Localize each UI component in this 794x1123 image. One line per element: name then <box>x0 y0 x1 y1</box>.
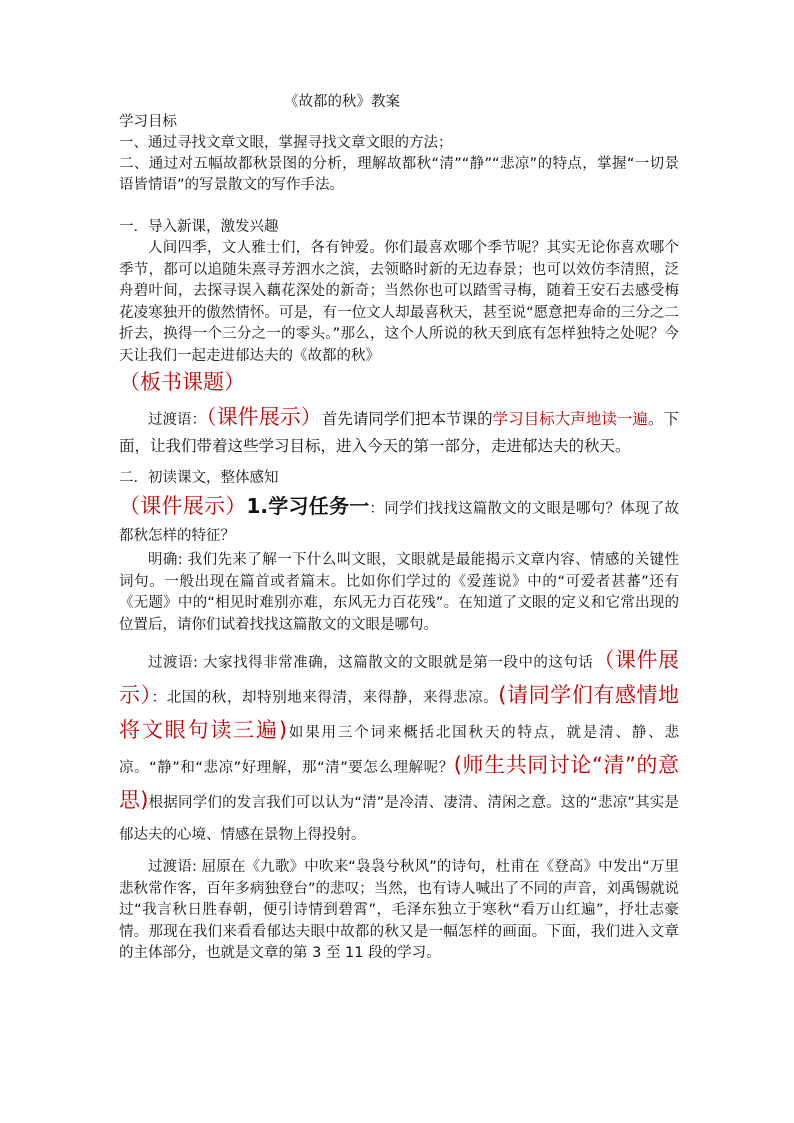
section-2-heading: 二．初读课文，整体感知 <box>119 470 279 486</box>
board-note <box>119 367 679 400</box>
task-1-text: ：同学们找找这篇散文的文眼是哪句？体现了故都秋怎样的特征？ <box>119 501 680 544</box>
spacer <box>119 636 679 644</box>
read-three-times-note: (请同学们有感情地将文眼句读三遍) <box>119 683 679 742</box>
transition-2-d: 根据同学们的发言我们可以认为“清”是冷清、凄清、清闲之意。这的“悲凉”其实是郁达夫的心境、情感在景物上得投射。 <box>119 795 680 843</box>
transition-1-mid: 首先请同学们把本节课的 <box>321 410 493 428</box>
spacer <box>119 460 679 468</box>
courseware-label-1: （课件展示） <box>206 405 322 429</box>
task-1 <box>119 493 679 550</box>
courseware-label-2: （课件展示） <box>119 494 247 518</box>
transition-2-a: 过渡语: 大家找得非常准确，这篇散文的文眼就是第一段中的这句话 <box>148 655 594 671</box>
discuss-qing-note: (师生共同讨论“清”的意思) <box>119 753 680 812</box>
clarify-paragraph: 明确: 我们先来了解一下什么叫文眼，文眼就是最能揭示文章内容、情感的关键性词句。一般出现在篇首或者篇末。比如你们学过的《爱莲说》中的“可爱者甚蕃”还有《无题》中的“相见时难别亦难，东风无力百花残”。在知道了文眼的定义和它常出现的位置后，请你们试着找找这篇散文的文眼是哪句。 <box>119 552 679 633</box>
section-1-paragraph: 人间四季，文人雅士们，各有钟爱。你们最喜欢哪个季节呢？其实无论你喜欢哪个季节，都可以追随朱熹寻芳泗水之滨，去领略时新的无边春景；也可以效仿李清照，泛舟碧叶间，去探寻误入藕花深处的新奇；当然你也可以踏雪寻梅，随着王安石去感受梅花凌寒独开的傲然情怀。可是，有一位文人却最喜秋天，甚至说“愿意把寿命的三分之二折去，换得一个三分之一的零头。”那么，这个人所说的秋天到底有怎样独特之处呢？今天让我们一起走进郁达夫的《故都的秋》 <box>119 240 679 364</box>
objective-1: 一、通过寻找文章文眼，掌握寻找文章文眼的方法； <box>119 135 453 151</box>
document-page <box>119 92 679 965</box>
board-note-text: （板书课题） <box>119 370 245 394</box>
transition-3: 过渡语: 屈原在《九歌》中吹来“袅袅兮秋风”的诗句，杜甫在《登高》中发出“万里悲秋常作客，百年多病独登台”的悲叹；当然，也有诗人喊出了不同的声音，刘禹锡就说过“我言秋日胜春朝，便引诗情到碧霄”，毛泽东独立于寒秋“看万山红遍”，抒壮志豪情。那现在我们来看看郁达夫眼中故都的秋又是一幅怎样的画面。下面，我们进入文章的主体部分，也就是文章的第 3 至 11 段的学习。 <box>119 859 679 961</box>
transition-1 <box>119 404 679 460</box>
transition-2 <box>119 644 679 851</box>
document-title: 《故都的秋》教案 <box>284 94 400 110</box>
transition-1-highlight: 学习目标大声地读一遍 <box>492 410 648 428</box>
task-1-label: 1.学习任务一 <box>246 494 370 518</box>
courseware-label-3: （课件展示） <box>119 648 679 707</box>
transition-1-prefix: 过渡语： <box>148 412 207 428</box>
transition-1-rest: 。下面，让我们带着这些学习目标，进入今天的第一部分，走进郁达夫的秋天。 <box>119 410 679 455</box>
objectives-heading: 学习目标 <box>119 114 177 130</box>
spacer <box>119 196 679 217</box>
transition-2-c: 如果用三个词来概括北国秋天的特点，就是清、静、悲凉。“静”和“悲凉”好理解，那“清”要怎么理解呢？ <box>119 725 680 776</box>
transition-2-b: ：北国的秋，却特别地来得清，来得静，来得悲凉。 <box>151 690 499 706</box>
objective-2: 二、通过对五幅故都秋景图的分析，理解故都秋“清”“静”“悲凉”的特点，掌握“一切景语皆情语”的写景散文的写作手法。 <box>119 156 679 193</box>
section-1-heading: 一．导入新课，激发兴趣 <box>119 219 279 235</box>
